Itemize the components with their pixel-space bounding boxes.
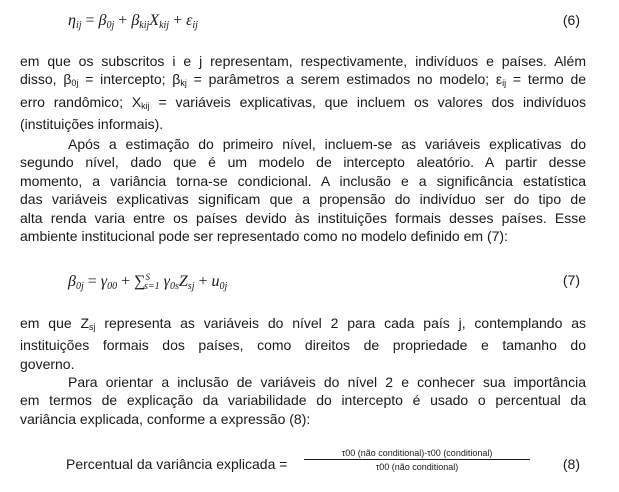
equation-8-denominator: τ00 (não conditional) bbox=[375, 462, 459, 472]
equation-7-body bbox=[68, 272, 227, 292]
eq7-plus2: + bbox=[194, 273, 212, 290]
equation-6-body bbox=[68, 12, 198, 31]
para4-line2: em termos de explicação da variabilidade do intercepto é usado o percentual da bbox=[20, 392, 586, 409]
para1-l2c: = parâmetros a serem estimados no modelo; ε bbox=[186, 71, 503, 88]
para1-l3a: erro randômico; X bbox=[20, 93, 142, 110]
eq6-x: X bbox=[149, 12, 160, 29]
equation-8-fraction bbox=[304, 448, 530, 472]
para3-l1b: representa as variáveis do nível 2 para cada país j, contemplando as bbox=[95, 315, 586, 331]
para1-l2b-sub: kj bbox=[180, 78, 187, 89]
paragraph-4 bbox=[20, 373, 586, 428]
equation-8 bbox=[66, 448, 580, 482]
eq6-plus1: + bbox=[114, 12, 132, 29]
equation-8-numerator: τ00 (não conditional)-τ00 (conditional) bbox=[304, 448, 530, 460]
eq6-betak-sub: kij bbox=[139, 20, 150, 31]
para3-l1a-sub: sj bbox=[89, 322, 96, 332]
eq7-sigma-sup: S bbox=[145, 272, 151, 282]
eq7-equals: = bbox=[83, 273, 101, 290]
para2-line2: segundo nível, dado que é um modelo de intercepto aleatório. A partir desse bbox=[20, 154, 586, 171]
eq6-plus2: + bbox=[169, 12, 187, 29]
eq7-plus1: + bbox=[117, 273, 135, 290]
equation-8-number: (8) bbox=[562, 456, 580, 472]
eq7-gamma0s: γ bbox=[159, 273, 170, 290]
para4-line1: Para orientar a inclusão de variáveis do nível 2 e conhecer sua importância bbox=[68, 374, 586, 390]
eq6-epsilon-sub: ij bbox=[192, 20, 198, 31]
para1-line1: em que os subscritos i e j representam, respectivamente, indivíduos e países. Além bbox=[20, 53, 586, 69]
eq6-eta-sub: ij bbox=[75, 20, 82, 31]
eq7-gamma00: γ bbox=[100, 273, 108, 290]
para3-line1 bbox=[20, 314, 586, 336]
eq7-u: u bbox=[211, 273, 220, 290]
equation-6-number: (6) bbox=[562, 12, 580, 28]
para1-l2a: disso, β bbox=[20, 71, 72, 88]
eq6-beta0-sub: 0j bbox=[106, 20, 115, 31]
eq7-u-sub: 0j bbox=[219, 281, 228, 292]
para1-l2a-sub: 0j bbox=[71, 78, 79, 89]
paragraph-2 bbox=[20, 135, 586, 245]
para2-line3: momento, a variância torna-se condicional. A inclusão e a significância estatística bbox=[20, 172, 586, 189]
eq7-sigma-sub: s=1 bbox=[144, 281, 160, 292]
para1-line3 bbox=[20, 93, 586, 115]
eq6-x-sub: kij bbox=[159, 20, 170, 31]
eq7-beta-sub: 0j bbox=[75, 281, 84, 292]
para1-l2c-sub: ij bbox=[502, 78, 507, 89]
para1-line2 bbox=[20, 70, 586, 92]
para1-line4: (instituições informais). bbox=[20, 116, 164, 133]
para3-line3: governo. bbox=[20, 355, 75, 372]
equation-7 bbox=[20, 272, 580, 296]
eq7-gamma00-sub: 00 bbox=[107, 281, 118, 292]
para2-line5: alta renda varia entre os países devido às instituições formais desses países. Esse bbox=[20, 209, 586, 226]
eq7-sigma: ∑ bbox=[134, 273, 146, 290]
equation-8-label: Percentual da variância explicada = bbox=[66, 456, 288, 472]
eq7-beta: β bbox=[68, 273, 76, 290]
para2-line6: ambiente institucional pode ser representado como no modelo definido em (7): bbox=[20, 228, 508, 245]
para1-l2b: = intercepto; β bbox=[78, 71, 181, 88]
equation-7-number: (7) bbox=[562, 272, 580, 288]
equation-6 bbox=[20, 12, 580, 34]
para2-line1: Após a estimação do primeiro nível, incluem-se as variáveis explicativas do bbox=[68, 136, 586, 152]
eq7-z-sub: sj bbox=[187, 281, 195, 292]
para4-line3: variância explicada, conforme a expressão (8): bbox=[20, 410, 311, 427]
eq7-gamma0s-sub: 0s bbox=[169, 281, 179, 292]
para3-l1a: em que Z bbox=[20, 315, 90, 331]
paragraph-3 bbox=[20, 314, 586, 373]
eq6-beta0: β bbox=[98, 12, 107, 29]
eq6-epsilon: ε bbox=[186, 12, 193, 29]
para1-l2d: = termo de bbox=[506, 71, 587, 88]
eq6-betak: β bbox=[131, 12, 140, 29]
para1-l3b: = variáveis explicativas, que incluem os valores dos indivíduos bbox=[149, 93, 586, 110]
eq6-equals: = bbox=[81, 12, 99, 29]
eq7-z: Z bbox=[178, 273, 188, 290]
para1-l3a-sub: kij bbox=[141, 100, 150, 111]
para2-line4: das variáveis explicativas significam que a propensão do indivíduo ser do tipo de bbox=[20, 191, 586, 208]
paragraph-1 bbox=[20, 52, 586, 134]
eq6-eta: η bbox=[68, 12, 76, 29]
para3-line2: instituições formais dos países, como direitos de propriedade e tamanho do bbox=[20, 337, 586, 354]
